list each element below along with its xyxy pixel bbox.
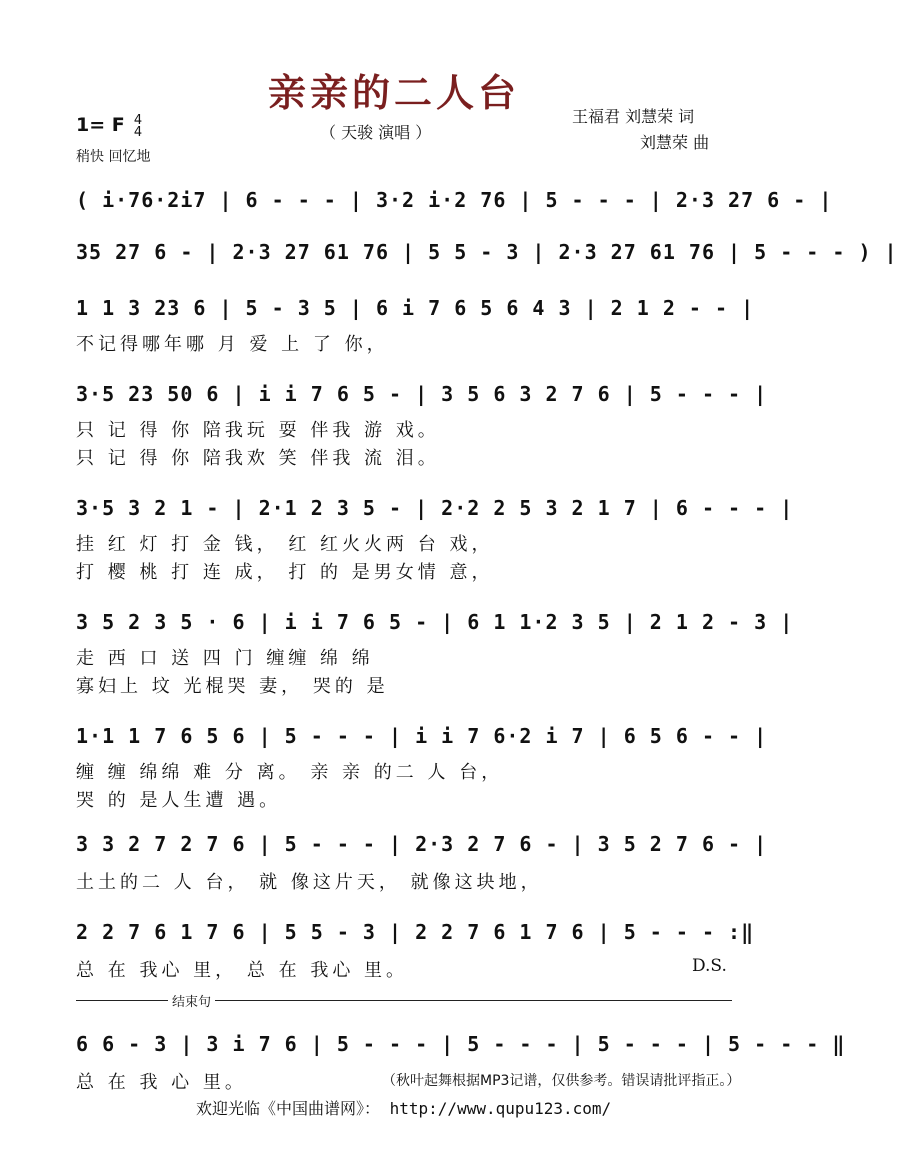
staff-line-4: 3·5 23 50 6 | i i 7 6 5 - | 3 5 6 3 2 7 6 | 5 - - - |	[76, 382, 768, 406]
staff-line-2: 35 27 6 - | 2·3 27 61 76 | 5 5 - 3 | 2·3 27 61 76 | 5 - - - ) |	[76, 240, 898, 264]
key-signature	[76, 114, 142, 139]
time-denominator: 4	[133, 124, 143, 140]
staff-line-6: 3 5 2 3 5 · 6 | i i 7 6 5 - | 6 1 1·2 3 5 | 2 1 2 - 3 |	[76, 610, 794, 634]
time-numerator: 4	[133, 112, 143, 128]
lyric-line: 土土的二 人 台， 就 像这片天， 就像这块地，	[76, 872, 543, 893]
lyric-line: 缠 缠 绵绵 难 分 离。 亲 亲 的二 人 台，	[76, 762, 504, 783]
composer-credit: 刘慧荣 曲	[640, 133, 710, 152]
lyric-line: 挂 红 灯 打 金 钱， 红 红火火两 台 戏，	[76, 534, 494, 555]
lyric-line: 只 记 得 你 陪我玩 耍 伴我 游 戏。	[76, 420, 440, 441]
staff-line-5: 3·5 3 2 1 - | 2·1 2 3 5 - | 2·2 2 5 3 2 1 7 | 6 - - - |	[76, 496, 794, 520]
staff-line-1: ( i·76·2i7 | 6 - - - | 3·2 i·2 76 | 5 - - - | 2·3 27 6 - |	[76, 188, 833, 212]
lyric-line: 寡妇上 坟 光棍哭 妻， 哭的 是	[76, 676, 389, 697]
lyric-line: 哭 的 是人生遭 遇。	[76, 790, 282, 811]
lyric-line: 打 樱 桃 打 连 成， 打 的 是男女情 意，	[76, 562, 494, 583]
staff-line-3: 1 1 3 23 6 | 5 - 3 5 | 6 i 7 6 5 6 4 3 | 2 1 2 - - |	[76, 296, 755, 320]
staff-line-8: 3 3 2 7 2 7 6 | 5 - - - | 2·3 2 7 6 - | 3 5 2 7 6 - |	[76, 832, 768, 856]
tempo-marking: 稍快 回忆地	[76, 149, 151, 165]
ending-label: 结束句	[168, 991, 215, 1010]
lyric-line: 总 在 我心 里， 总 在 我心 里。	[76, 960, 409, 981]
lyric-line: 不记得哪年哪 月 爱 上 了 你，	[76, 334, 389, 355]
transcription-remark: （秋叶起舞根据MP3记谱，仅供参考。错误请批评指正。）	[382, 1073, 741, 1089]
lyric-line: 总 在 我 心 里。	[76, 1072, 247, 1093]
lyric-line: 走 西 口 送 四 门 缠缠 绵 绵	[76, 648, 374, 669]
staff-line-7: 1·1 1 7 6 5 6 | 5 - - - | i i 7 6·2 i 7 | 6 5 6 - - |	[76, 724, 768, 748]
key-label: 1= F	[76, 114, 125, 136]
staff-line-10: 6 6 - 3 | 3 i 7 6 | 5 - - - | 5 - - - | 5 - - - | 5 - - - ‖	[76, 1032, 846, 1056]
staff-line-9: 2 2 7 6 1 7 6 | 5 5 - 3 | 2 2 7 6 1 7 6 | 5 - - - :‖	[76, 920, 755, 944]
ds-marking: D.S.	[692, 956, 727, 976]
lyric-line: 只 记 得 你 陪我欢 笑 伴我 流 泪。	[76, 448, 440, 469]
lyricist-credit: 王福君 刘慧荣 词	[572, 107, 695, 126]
time-signature	[133, 112, 143, 140]
site-footer: 欢迎光临《中国曲谱网》： http://www.qupu123.com/	[196, 1099, 612, 1118]
song-title: 亲亲的二人台	[268, 71, 521, 115]
singer-credit: （ 天骏 演唱 ）	[320, 123, 432, 142]
